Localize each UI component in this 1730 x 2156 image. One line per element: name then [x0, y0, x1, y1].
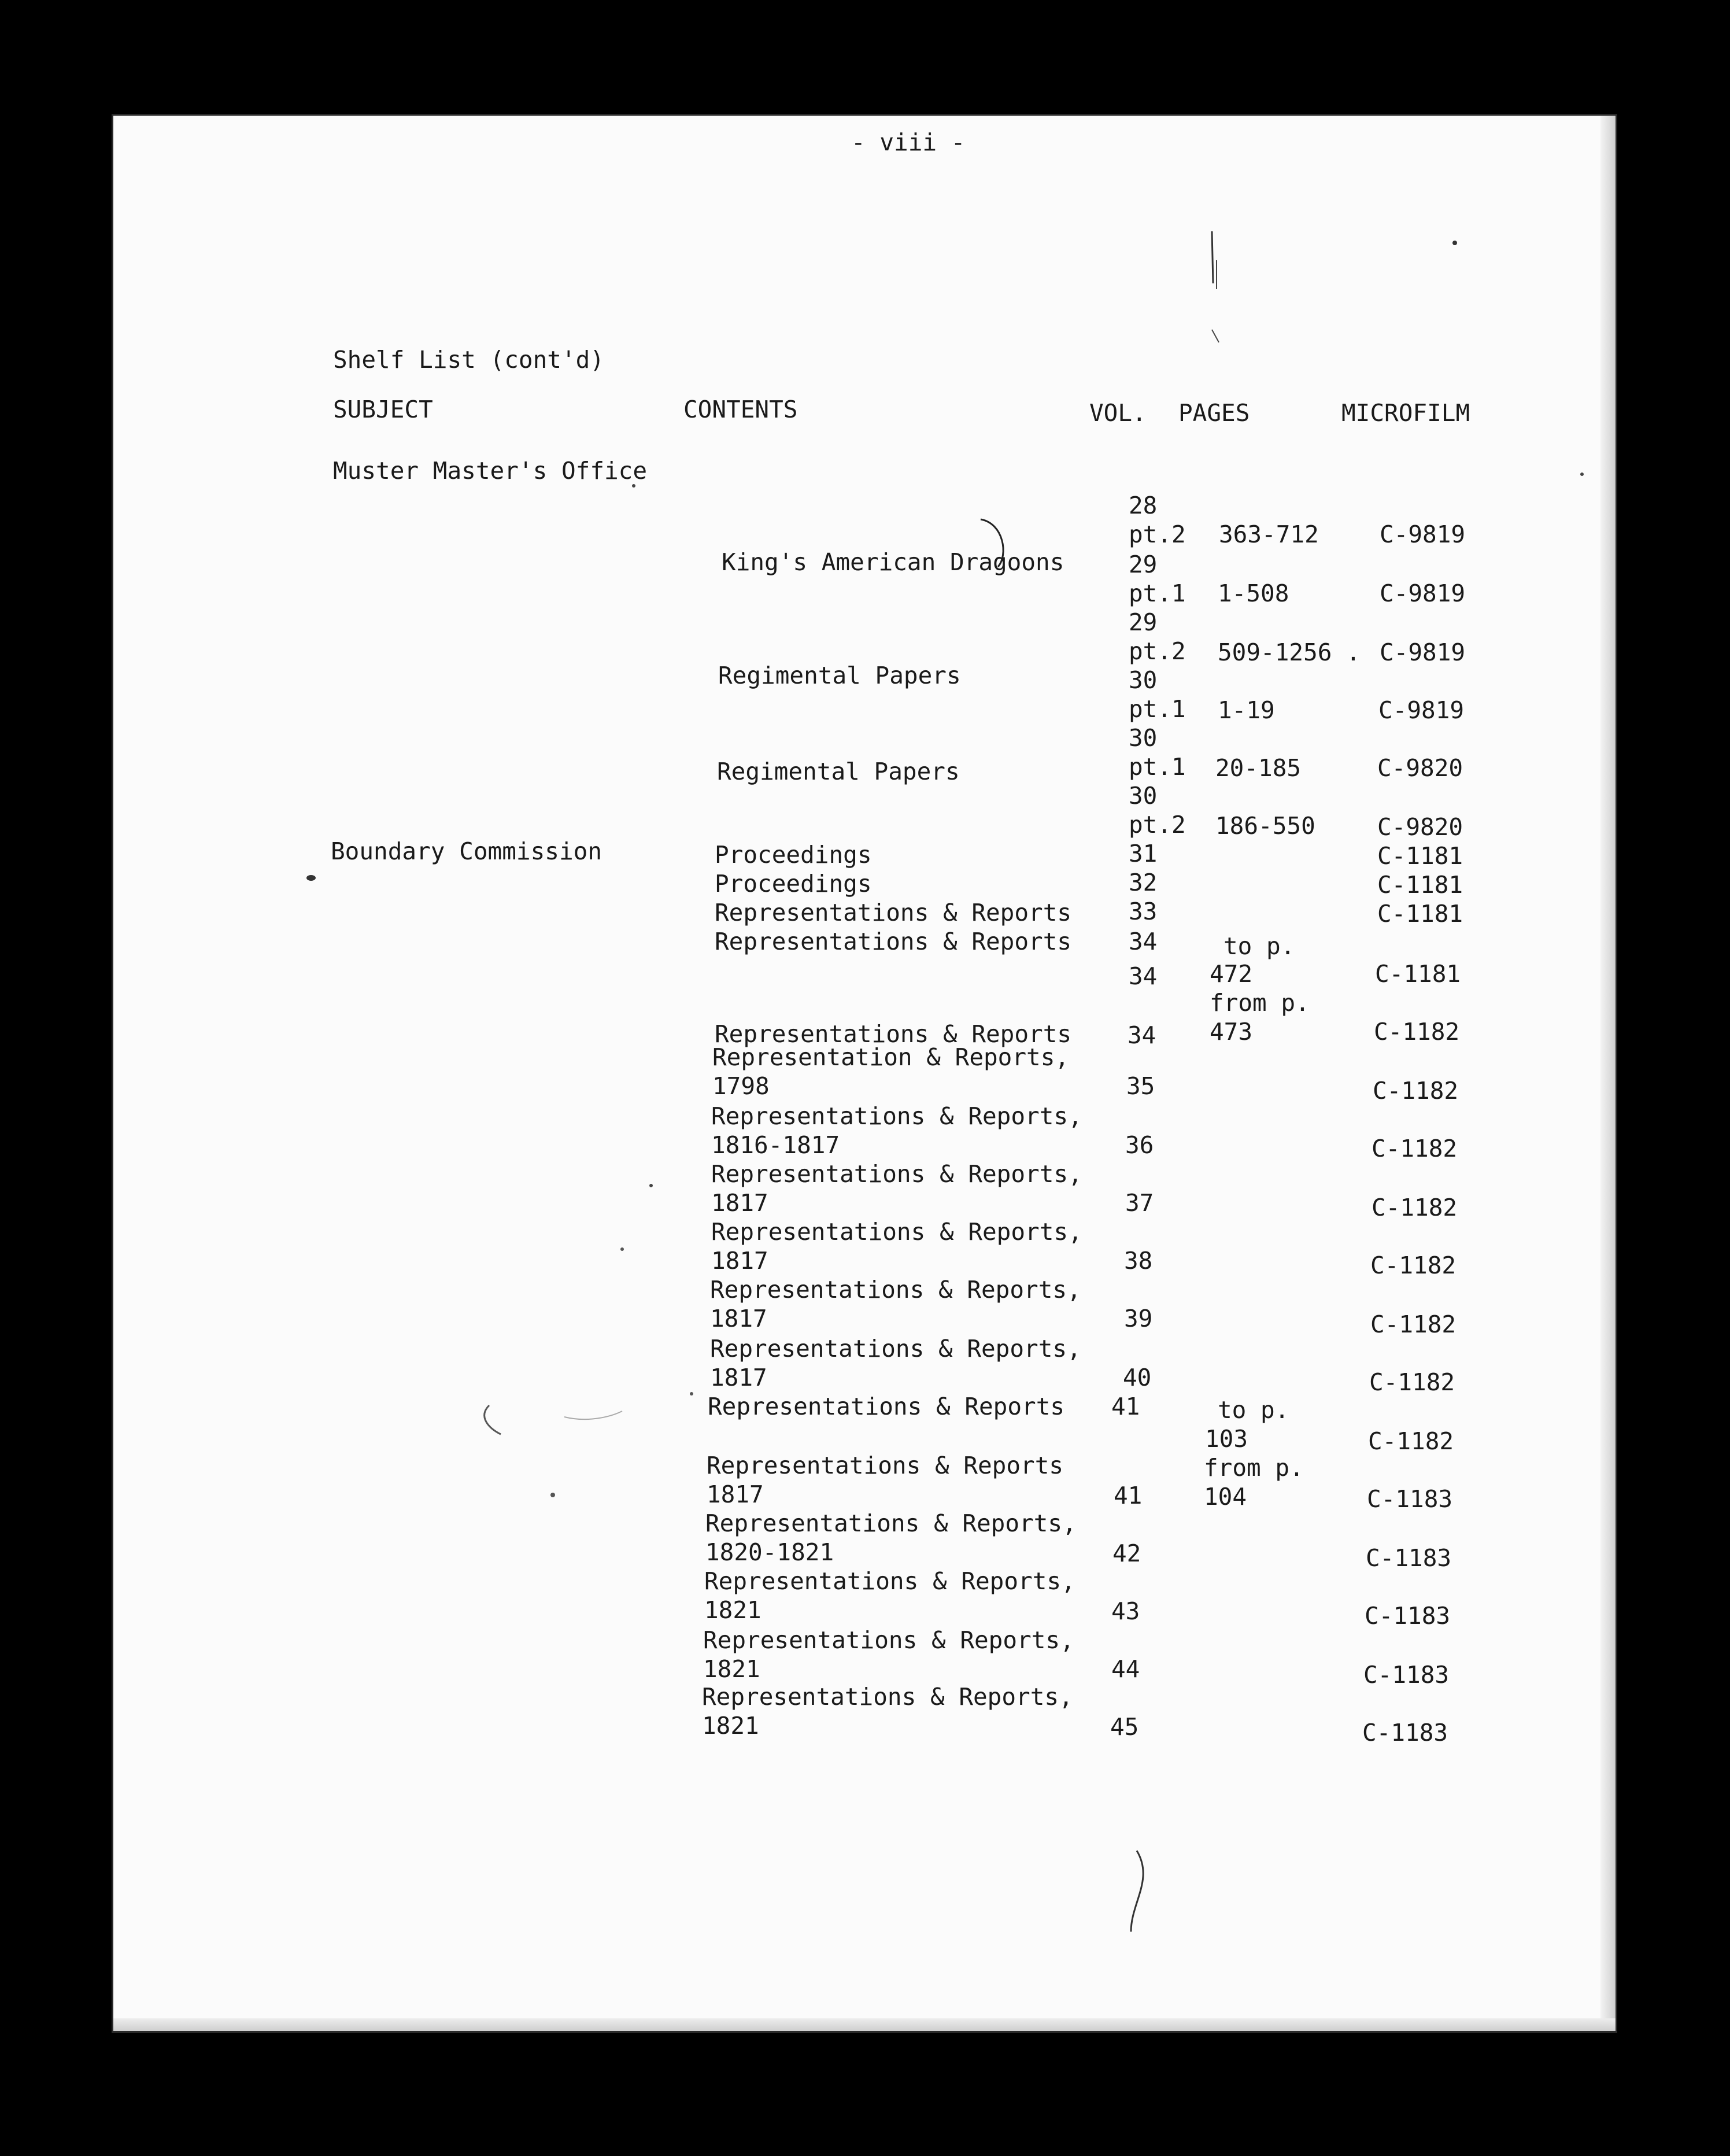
contents-entry: Representation & Reports,	[712, 1043, 1070, 1071]
vol-value: 30	[1129, 724, 1158, 752]
pages-value: 363-712	[1219, 520, 1319, 548]
contents-entry-year: 1817	[711, 1189, 768, 1217]
vol-value: pt.1	[1129, 753, 1186, 781]
contents-entry: Representations & Reports,	[702, 1683, 1073, 1711]
microfilm-reel: C-1183	[1365, 1602, 1451, 1630]
microfilm-reel: C-9819	[1380, 520, 1466, 548]
contents-entry: Representations & Reports	[708, 1393, 1065, 1420]
contents-entry-year: 1821	[702, 1712, 759, 1740]
contents-entry: Proceedings	[715, 870, 872, 898]
vol-value: 30	[1129, 666, 1158, 694]
vol-value: pt.1	[1129, 695, 1186, 723]
contents-entry-year: 1817	[710, 1364, 767, 1391]
microfilm-reel: C-1183	[1363, 1661, 1450, 1689]
pages-value: 1-508	[1218, 579, 1289, 607]
microfilm-reel: C-9819	[1380, 579, 1466, 607]
contents-entry: Representations & Reports,	[705, 1509, 1077, 1537]
vol-value: 29	[1129, 551, 1158, 578]
microfilm-reel: C-1182	[1372, 1135, 1458, 1162]
microfilm-reel: C-9819	[1378, 696, 1465, 724]
pages-value: from p.	[1210, 989, 1310, 1017]
column-header-subject: SUBJECT	[333, 396, 433, 423]
contents-entry: Regimental Papers	[717, 758, 960, 785]
microfilm-reel: C-9820	[1377, 813, 1463, 841]
contents-entry: Representations & Reports,	[704, 1567, 1075, 1595]
microfilm-reel: C-1182	[1369, 1368, 1455, 1396]
pages-value: 509-1256 .	[1218, 638, 1361, 666]
microfilm-reel: C-1182	[1372, 1194, 1458, 1221]
vol-value: 45	[1110, 1713, 1139, 1741]
subject-boundary-commission: Boundary Commission	[331, 837, 602, 865]
contents-entry: Representations & Reports,	[710, 1335, 1081, 1363]
vol-value: 42	[1112, 1540, 1141, 1567]
contents-entry: Representations & Reports	[715, 928, 1072, 955]
contents-entry: Representations & Reports	[715, 1020, 1072, 1048]
vol-value: pt.2	[1129, 637, 1186, 665]
vol-value: 30	[1129, 782, 1158, 810]
pages-value: to p.	[1218, 1396, 1289, 1424]
microfilm-reel: C-1181	[1377, 871, 1463, 899]
vol-value: 34	[1129, 962, 1158, 990]
contents-entry: Representations & Reports,	[711, 1160, 1082, 1188]
vol-value: pt.2	[1129, 811, 1186, 839]
pages-value: 186-550	[1215, 812, 1315, 840]
vol-value: 28	[1129, 492, 1158, 519]
contents-entry-year: 1817	[707, 1481, 764, 1508]
vol-value: 31	[1129, 840, 1158, 867]
vol-value: 29	[1129, 608, 1158, 636]
vol-value: 35	[1126, 1072, 1155, 1100]
vol-value: pt.1	[1129, 579, 1186, 607]
shelf-list-heading: Shelf List (cont'd)	[333, 346, 604, 374]
page-number: - viii -	[851, 128, 966, 156]
microfilm-reel: C-1183	[1366, 1544, 1452, 1572]
vol-value: 33	[1129, 898, 1158, 925]
column-header-contents: CONTENTS	[683, 396, 798, 423]
pages-value: to p.	[1223, 932, 1295, 960]
microfilm-reel: C-9820	[1377, 754, 1463, 782]
microfilm-reel: C-1181	[1377, 842, 1463, 870]
microfilm-reel: C-1181	[1375, 960, 1461, 988]
pages-value: 20-185	[1215, 754, 1302, 782]
contents-entry: Representations & Reports,	[711, 1218, 1082, 1246]
contents-entry: Representations & Reports,	[710, 1276, 1081, 1304]
vol-value: 43	[1111, 1597, 1140, 1625]
contents-entry: Representations & Reports,	[711, 1102, 1082, 1130]
vol-value: pt.2	[1129, 520, 1186, 548]
contents-entry-year: 1816-1817	[711, 1131, 840, 1159]
pages-value: 104	[1204, 1483, 1247, 1511]
contents-entry-year: 1798	[712, 1072, 770, 1100]
column-header-microfilm: MICROFILM	[1341, 399, 1470, 427]
vol-value: 32	[1129, 869, 1158, 896]
vol-value: 34	[1128, 1021, 1156, 1049]
contents-entry: Regimental Papers	[718, 662, 961, 689]
contents-entry-year: 1821	[704, 1596, 762, 1624]
contents-entry: Representations & Reports	[715, 899, 1072, 926]
vol-value: 37	[1125, 1189, 1154, 1217]
contents-entry: Representations & Reports,	[703, 1626, 1074, 1654]
column-header-vol: VOL.	[1089, 399, 1147, 427]
pages-value: from p.	[1204, 1454, 1304, 1482]
contents-entry-year: 1821	[703, 1655, 760, 1683]
subject-muster-masters-office: Muster Master's Office	[333, 457, 648, 485]
microfilm-reel: C-1181	[1377, 900, 1463, 928]
microfilm-reel: C-1183	[1367, 1485, 1453, 1513]
vol-value: 41	[1111, 1393, 1140, 1420]
vol-value: 39	[1124, 1305, 1153, 1332]
contents-entry: Proceedings	[715, 841, 872, 869]
vol-value: 36	[1125, 1131, 1154, 1159]
vol-value: 41	[1114, 1482, 1143, 1509]
microfilm-reel: C-9819	[1380, 638, 1466, 666]
document-page	[113, 116, 1616, 2031]
pages-value: 1-19	[1218, 696, 1275, 724]
vol-value: 38	[1124, 1247, 1153, 1275]
microfilm-reel: C-1182	[1368, 1427, 1454, 1455]
pages-value: 103	[1205, 1425, 1248, 1453]
contents-entry-year: 1820-1821	[705, 1538, 834, 1566]
vol-value: 44	[1111, 1655, 1140, 1683]
vol-value: 40	[1123, 1364, 1152, 1391]
contents-entry-year: 1817	[711, 1247, 768, 1275]
microfilm-reel: C-1182	[1370, 1310, 1457, 1338]
vol-value: 34	[1129, 928, 1158, 955]
pages-value: 473	[1210, 1018, 1253, 1046]
contents-entry-year: 1817	[710, 1305, 767, 1332]
microfilm-reel: C-1182	[1373, 1077, 1459, 1105]
column-header-pages: PAGES	[1178, 399, 1250, 427]
contents-entry: King's American Dragoons	[722, 548, 1064, 576]
microfilm-reel: C-1182	[1374, 1018, 1460, 1046]
microfilm-reel: C-1183	[1362, 1719, 1448, 1747]
contents-entry: Representations & Reports	[707, 1452, 1064, 1479]
pages-value: 472	[1210, 960, 1253, 988]
microfilm-reel: C-1182	[1370, 1251, 1457, 1279]
